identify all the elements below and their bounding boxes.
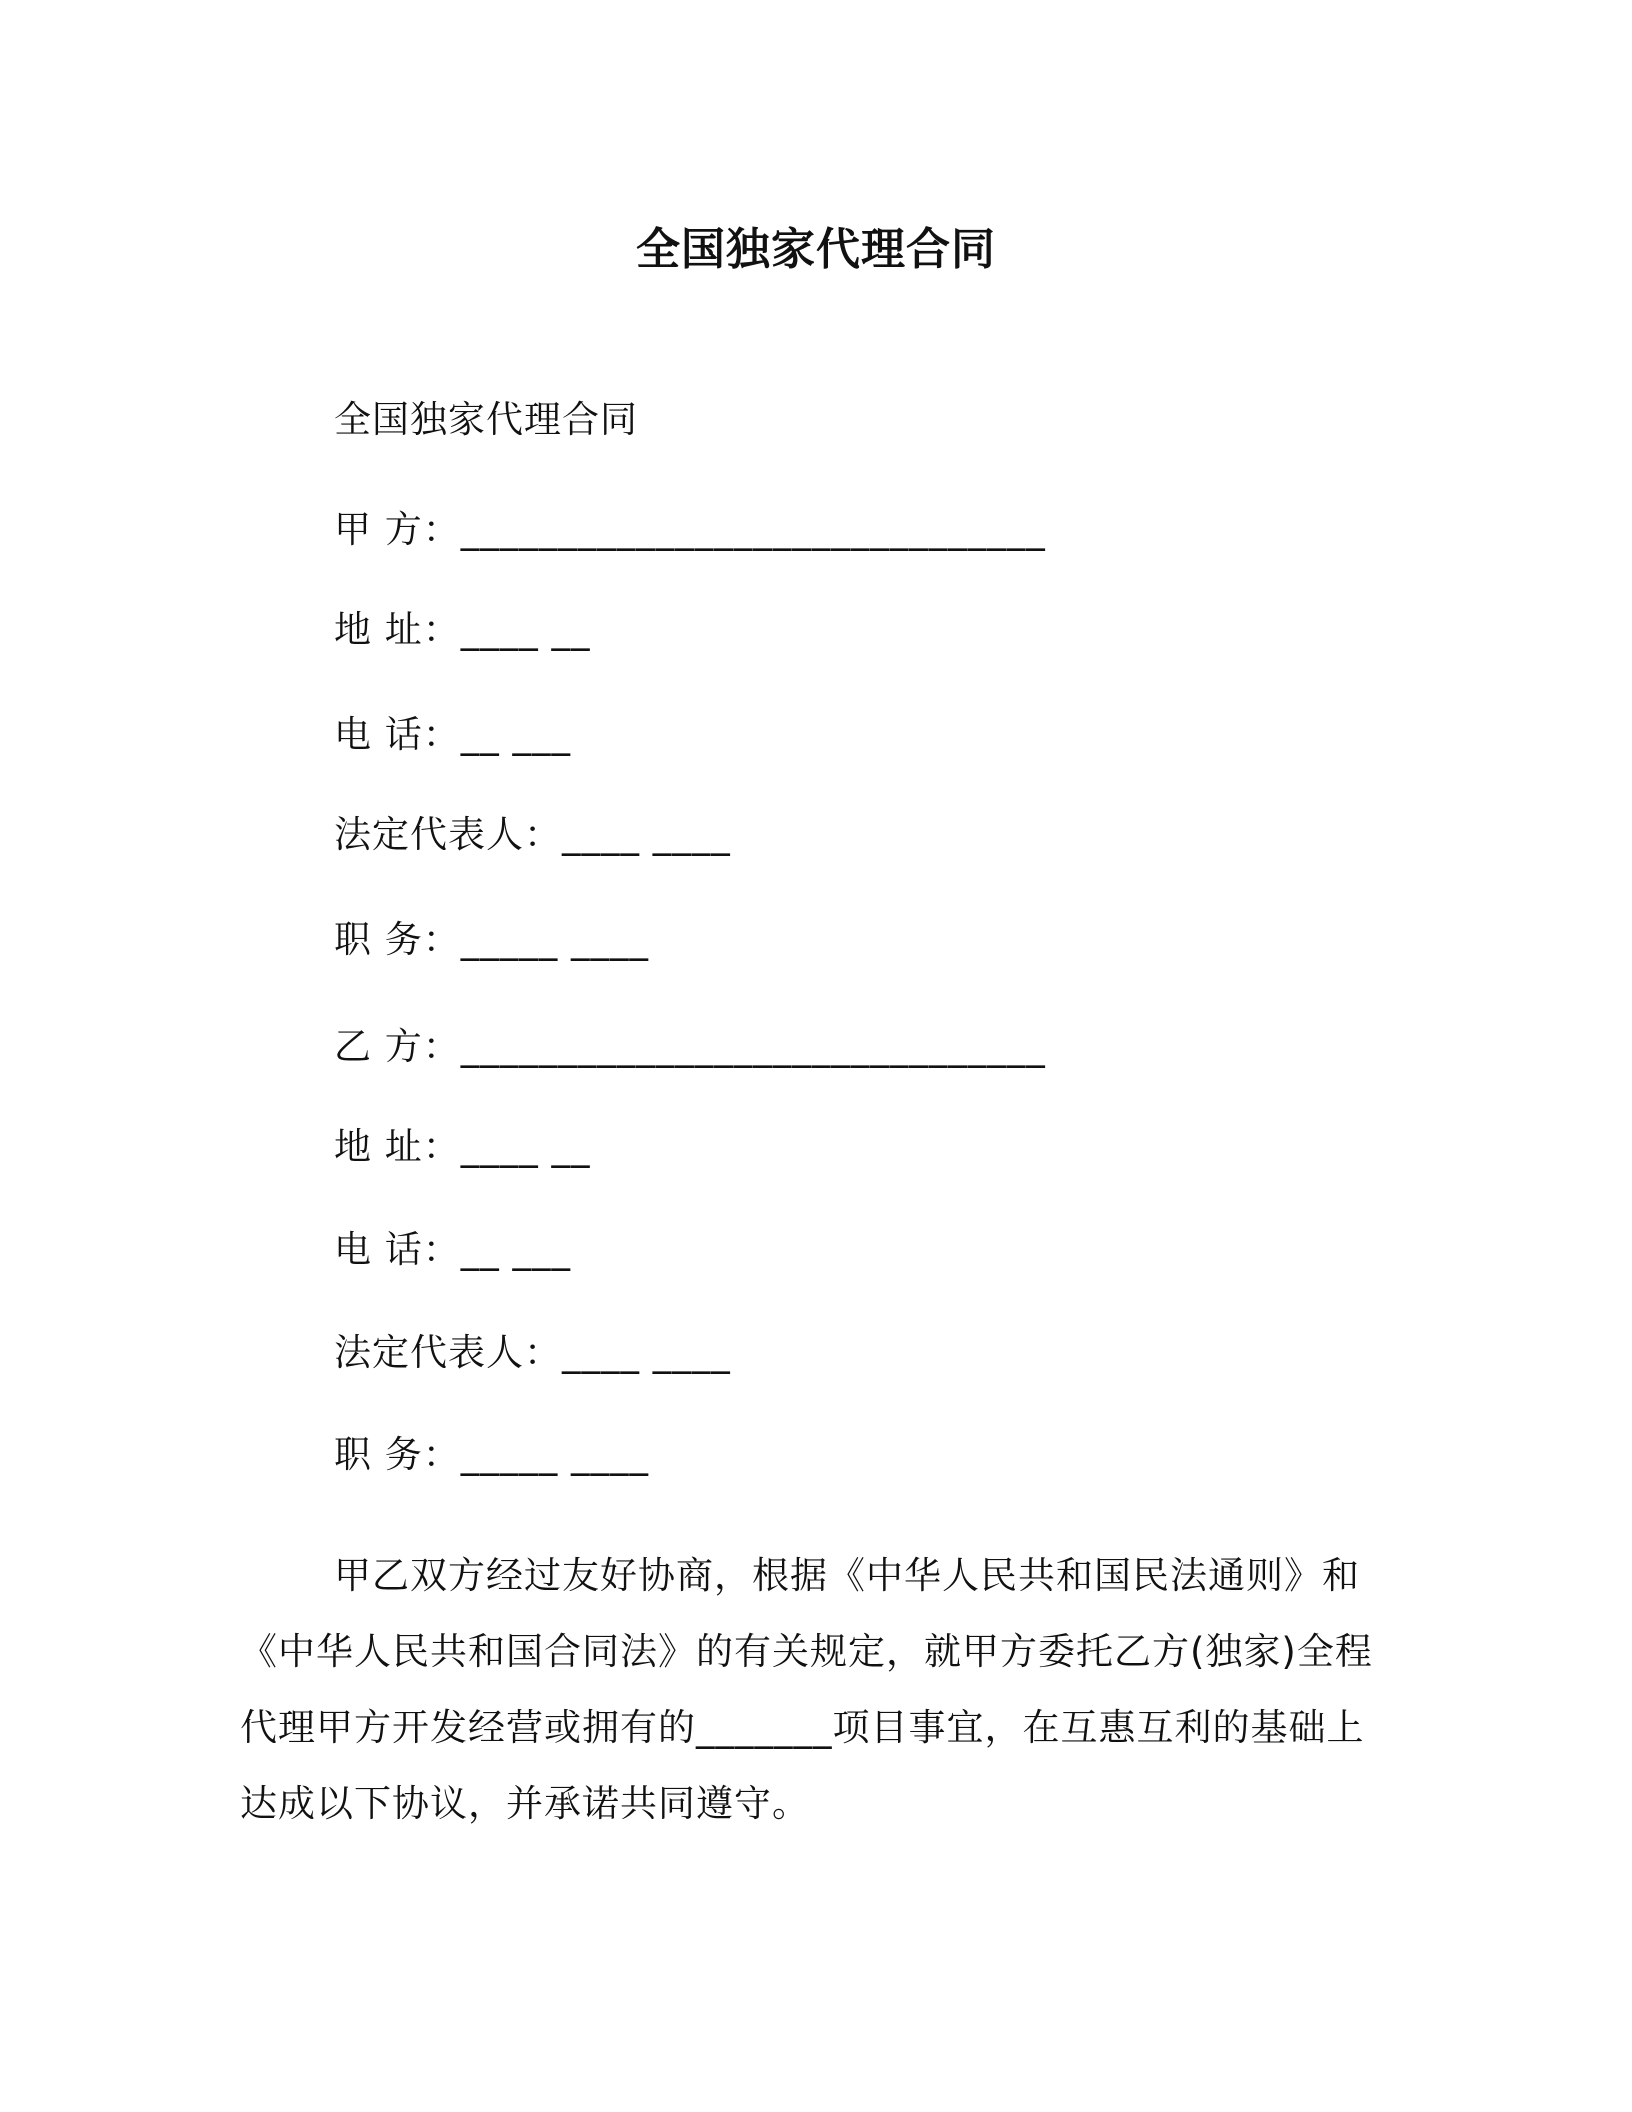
party-b-phone-line: 电 话：__ ___ xyxy=(334,1228,572,1271)
party-a-phone-line: 电 话：__ ___ xyxy=(334,713,572,756)
party-b-position-line: 职 务：_____ ____ xyxy=(334,1433,650,1476)
party-b-representative-line: 法定代表人：____ ____ xyxy=(334,1331,731,1374)
party-a-position-line: 职 务：_____ ____ xyxy=(334,918,650,961)
party-a-name-line: 甲 方：______________________________ xyxy=(334,508,1046,551)
party-b-name-line: 乙 方：______________________________ xyxy=(334,1025,1046,1068)
document-subtitle: 全国独家代理合同 xyxy=(334,398,638,441)
document-title: 全国独家代理合同 xyxy=(636,224,996,275)
preamble-text: 甲乙双方经过友好协商，根据《中华人民共和国民法通则》和《中华人民共和国合同法》的有关规定，就甲方委托乙方(独家)全程代理甲方开发经营或拥有的_______项目事宜，在互惠互利的基础上达成以下协议，并承诺共同遵守。 xyxy=(240,1554,1373,1825)
preamble-paragraph xyxy=(240,1538,1400,1842)
party-b-address-line: 地 址：____ __ xyxy=(334,1125,591,1168)
party-a-representative-line: 法定代表人：____ ____ xyxy=(334,813,731,856)
party-a-address-line: 地 址：____ __ xyxy=(334,608,591,651)
